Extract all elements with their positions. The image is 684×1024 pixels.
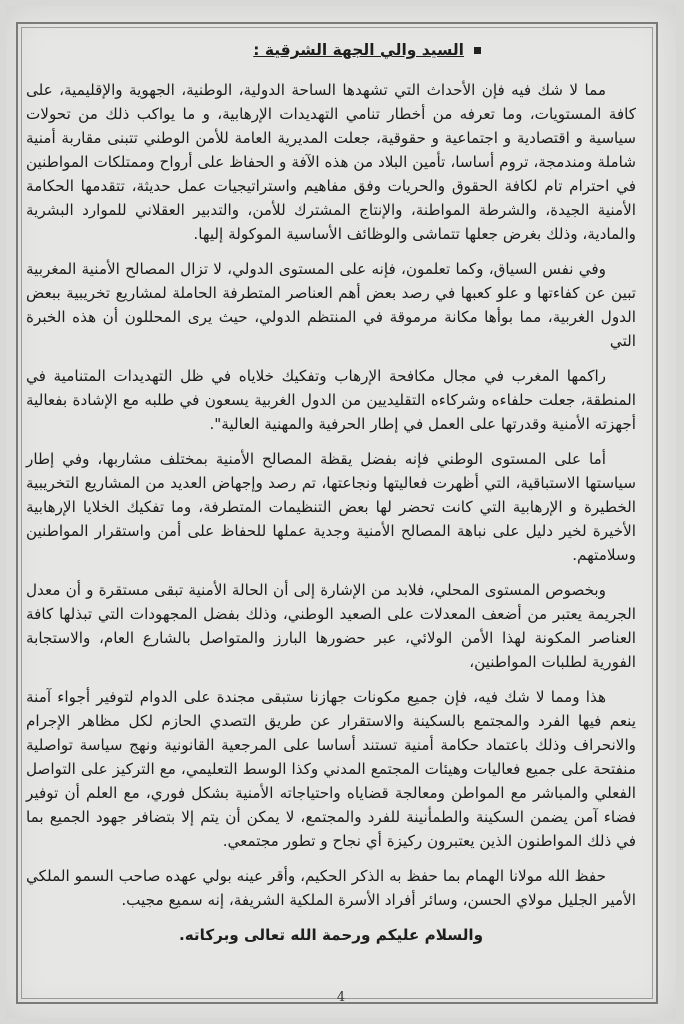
paragraph-3: راكمها المغرب في مجال مكافحة الإرهاب وتفكيك خلاياه في ظل التهديدات المتنامية في المنطقة، جعلت حلفاءه وشركاءه التقليديين من الدول الغربية يسعون في طلبه مع الإشادة بفعالية أجهزته الأمنية وقدرتها على العمل في إطار الحرفية والمهنية العالية". (26, 367, 636, 433)
document-body (26, 38, 636, 947)
paragraph-1: مما لا شك فيه فإن الأحداث التي تشهدها الساحة الدولية، الوطنية، الجهوية والإقليمية، على كافة المستويات، وما تعرفه من أخطار تنامي التهديدات الإرهابية، و ما يواكب ذلك من تحولات سياسية و اقتصادية و اجتماعية و حقوقية، جعلت المديرية العامة للأمن الوطني تتبنى مقاربة أمنية شاملة ومندمجة، تروم أساسا، تأمين البلاد من هذه الآفة و الحفاظ على أرواح وممتلكات المواطنين في احترام تام لكافة الحقوق والحريات وفق مفاهيم واستراتيجيات عمل حديثة، تتقدمها الحكامة الأمنية الجيدة، والشرطة المواطنة، والإنتاج المشترك للأمن، والتدبير العقلاني للموارد البشرية والمادية، وذلك بغرض جعلها تتماشى والوظائف الأساسية الموكولة إليها. (26, 81, 636, 243)
paragraph-2: وفي نفس السياق، وكما تعلمون، فإنه على المستوى الدولي، لا تزال المصالح الأمنية المغربية تبين عن كفاءتها و علو كعبها في رصد بعض أهم العناصر المتطرفة الحاملة لمشاريع تخريبية ببعض الدول الغربية، مما بوأها مكانة مرموقة في المنتظم الدولي، حيث يرى المحللون أن هذه الخبرة التي (26, 260, 636, 350)
document-page (6, 6, 676, 1018)
closing-prayer: حفظ الله مولانا الهمام بما حفظ به الذكر الحكيم، وأقر عينه بولي عهده صاحب السمو الملكي الأمير الجليل مولاي الحسن، وسائر أفراد الأسرة الملكية الشريفة، إنه سميع مجيب. (26, 867, 636, 909)
square-bullet-icon (474, 47, 481, 54)
salutation: والسلام عليكم ورحمة الله تعالى وبركاته. (178, 926, 484, 944)
paragraph-4: أما على المستوى الوطني فإنه بفضل يقظة المصالح الأمنية بمختلف مشاربها، وفي إطار سياستها الاستباقية، التي أظهرت فعاليتها ونجاعتها، تم رصد وإجهاض العديد من المشاريع التخريبية الخطيرة و الإرهابية التي كانت تحضر لها بعض التنظيمات المتطرفة، وما تفكيك الخلايا الإرهابية الأخيرة لخير دليل على نباهة المصالح الأمنية وجدية عملها للحفاظ على أمن واستقرار المواطنين وسلامتهم. (26, 450, 636, 564)
paragraph-6: هذا ومما لا شك فيه، فإن جميع مكونات جهازنا ستبقى مجندة على الدوام لتوفير أجواء آمنة ينعم فيها الفرد والمجتمع بالسكينة والاستقرار عن طريق التصدي الحازم لكل مظاهر الإجرام والانحراف وذلك باعتماد حكامة أمنية تستند أساسا على المرجعية القانونية ونهج سياسة تواصلية منفتحة على جميع فعاليات وهيئات المجتمع المدني وكذا الوسط التعليمي، مع التركيز على التواصل الفعلي والمباشر مع المواطن ومعالجة قضاياه واحتياجاته الأمنية بشكل فوري، مع العلم أن توفير فضاء آمن يضمن السكينة والطمأنينة للفرد والمجتمع، لا يمكن أن يتم إلا بتضافر جهود الجميع بما في ذلك المواطنون الذين يعتبرون ركيزة أي نجاح و تطور مجتمعي. (26, 688, 636, 850)
section-heading-text: السيد والي الجهة الشرقية : (253, 41, 464, 59)
section-heading (26, 38, 481, 62)
paragraph-5: وبخصوص المستوى المحلي، فلابد من الإشارة إلى أن الحالة الأمنية تبقى مستقرة و أن معدل الجريمة يعتبر من أضعف المعدلات على الصعيد الوطني، وذلك بفضل المجهودات التي تبذلها كافة العناصر المكونة لهذا الأمن الولائي، عبر حضورها البارز والمتواصل بالشارع العام، والاستجابة الفورية لطلبات المواطنين، (26, 581, 636, 671)
page-number: 4 (336, 990, 346, 1005)
